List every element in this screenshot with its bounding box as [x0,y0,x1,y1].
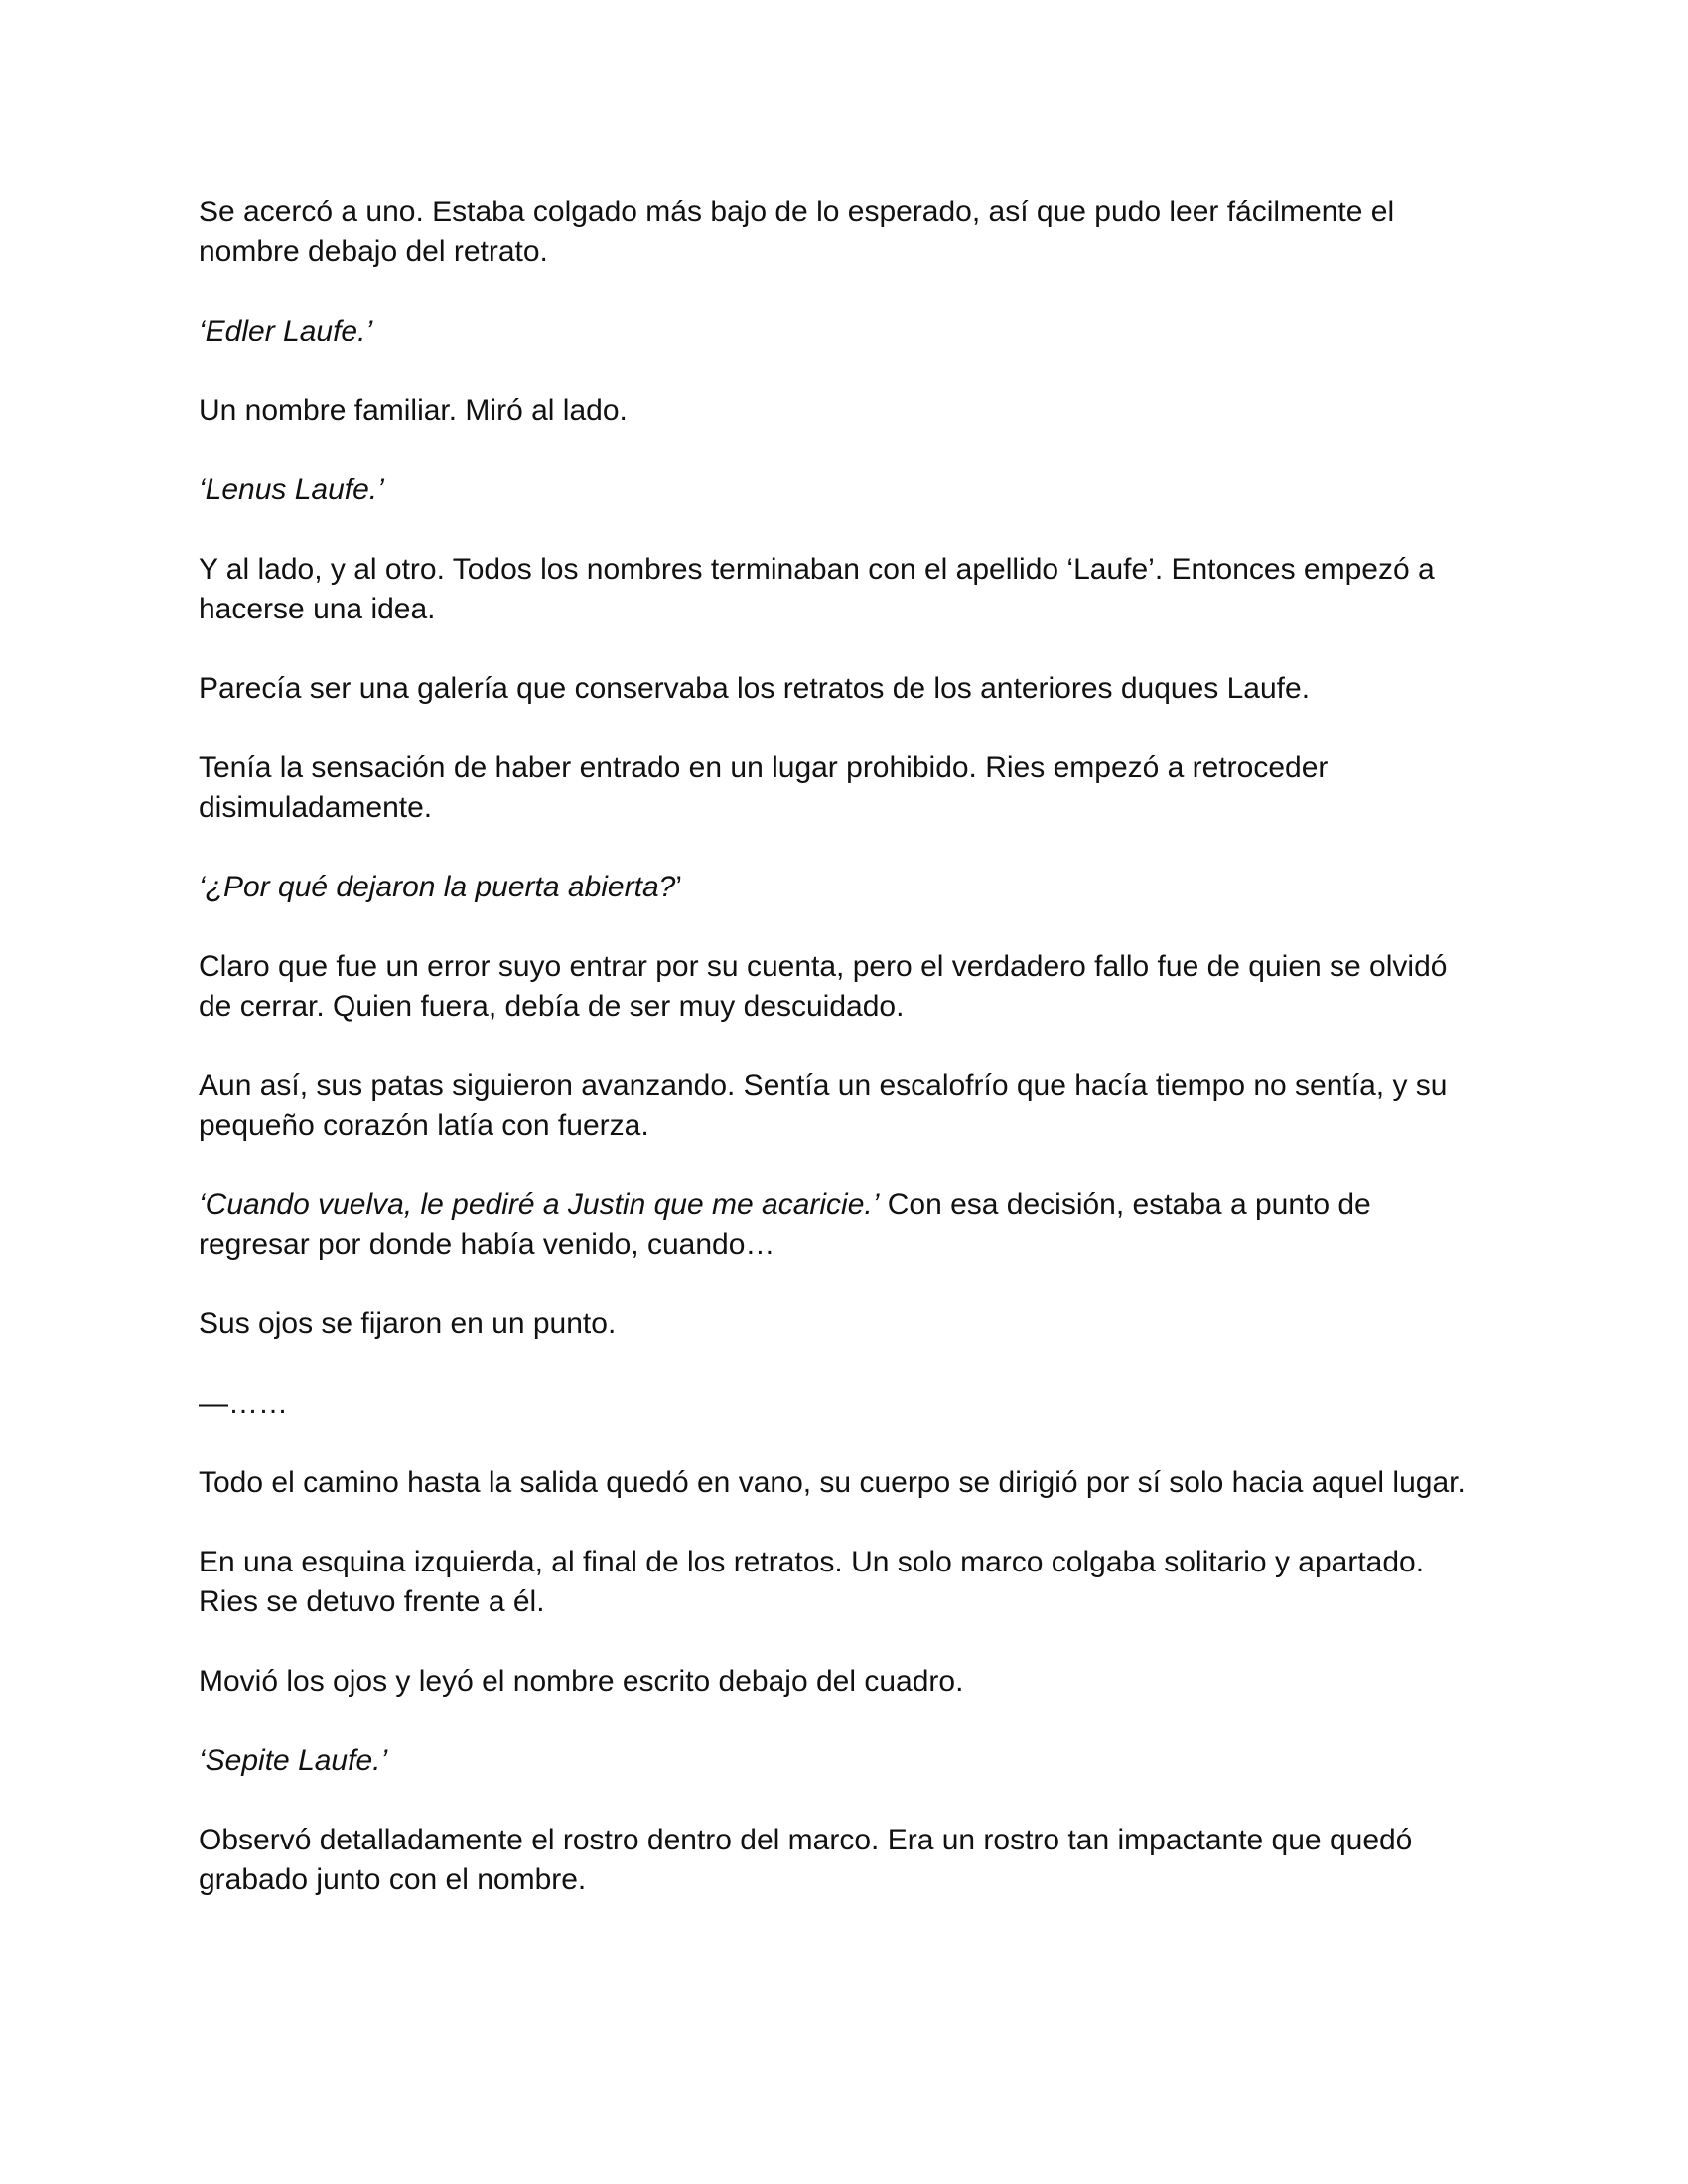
paragraph-text: En una esquina izquierda, al final de los retratos. Un solo marco colgaba solitario y apartado. Ries se detuvo frente a él. [199,1546,1425,1618]
paragraph-text: Tenía la sensación de haber entrado en un lugar prohibido. Ries empezó a retroceder disimuladamente. [199,751,1329,824]
paragraph [199,947,1479,1026]
paragraph [199,1304,1479,1344]
paragraph [199,1463,1479,1503]
paragraph-text: Todo el camino hasta la salida quedó en vano, su cuerpo se dirigió por sí solo hacia aquel lugar. [199,1466,1466,1499]
paragraph [199,1662,1479,1702]
paragraph-text: Sus ojos se fijaron en un punto. [199,1307,617,1340]
paragraph [199,868,1479,907]
paragraph [199,1821,1479,1900]
paragraph-text: Con esa decisión, estaba a punto de regresar por donde había venido, cuando… [199,1188,1371,1261]
paragraph [199,391,1479,431]
paragraph-text-italic: ‘Cuando vuelva, le pediré a Justin que me acaricie.’ [199,1188,880,1221]
paragraph-text-italic: ‘Lenus Laufe.’ [199,474,384,506]
paragraph-text-italic: ‘¿Por qué dejaron la puerta abierta? [199,871,676,903]
document-body [199,193,1479,1900]
paragraph-text: Se acercó a uno. Estaba colgado más bajo de lo esperado, así que pudo leer fácilmente el nombre debajo del retrato. [199,196,1395,268]
paragraph [199,669,1479,709]
paragraph [199,1741,1479,1781]
paragraph-text-italic: ‘Sepite Laufe.’ [199,1744,388,1777]
paragraph [199,1066,1479,1146]
paragraph-text: Un nombre familiar. Miró al lado. [199,394,628,427]
paragraph-text: Movió los ojos y leyó el nombre escrito debajo del cuadro. [199,1665,964,1698]
paragraph-text: Claro que fue un error suyo entrar por su cuenta, pero el verdadero fallo fue de quien se olvidó de cerrar. Quien fuera, debía de ser muy descuidado. [199,950,1448,1023]
paragraph-text: Y al lado, y al otro. Todos los nombres terminaban con el apellido ‘Laufe’. Entonces empezó a hacerse una idea. [199,553,1435,625]
paragraph [199,749,1479,828]
paragraph-text: Parecía ser una galería que conservaba los retratos de los anteriores duques Laufe. [199,672,1311,705]
paragraph [199,471,1479,510]
paragraph-text: —…… [199,1387,288,1420]
paragraph [199,312,1479,351]
paragraph-text-italic: ‘Edler Laufe.’ [199,315,373,347]
paragraph [199,550,1479,629]
paragraph-text: ’ [675,871,682,903]
paragraph [199,1384,1479,1424]
paragraph-text: Aun así, sus patas siguieron avanzando. Sentía un escalofrío que hacía tiempo no sentía, y su pequeño corazón latía con fuerza. [199,1069,1448,1142]
paragraph [199,1185,1479,1265]
paragraph-text: Observó detalladamente el rostro dentro del marco. Era un rostro tan impactante que quedó grabado junto con el nombre. [199,1824,1413,1896]
paragraph [199,193,1479,272]
paragraph [199,1543,1479,1622]
